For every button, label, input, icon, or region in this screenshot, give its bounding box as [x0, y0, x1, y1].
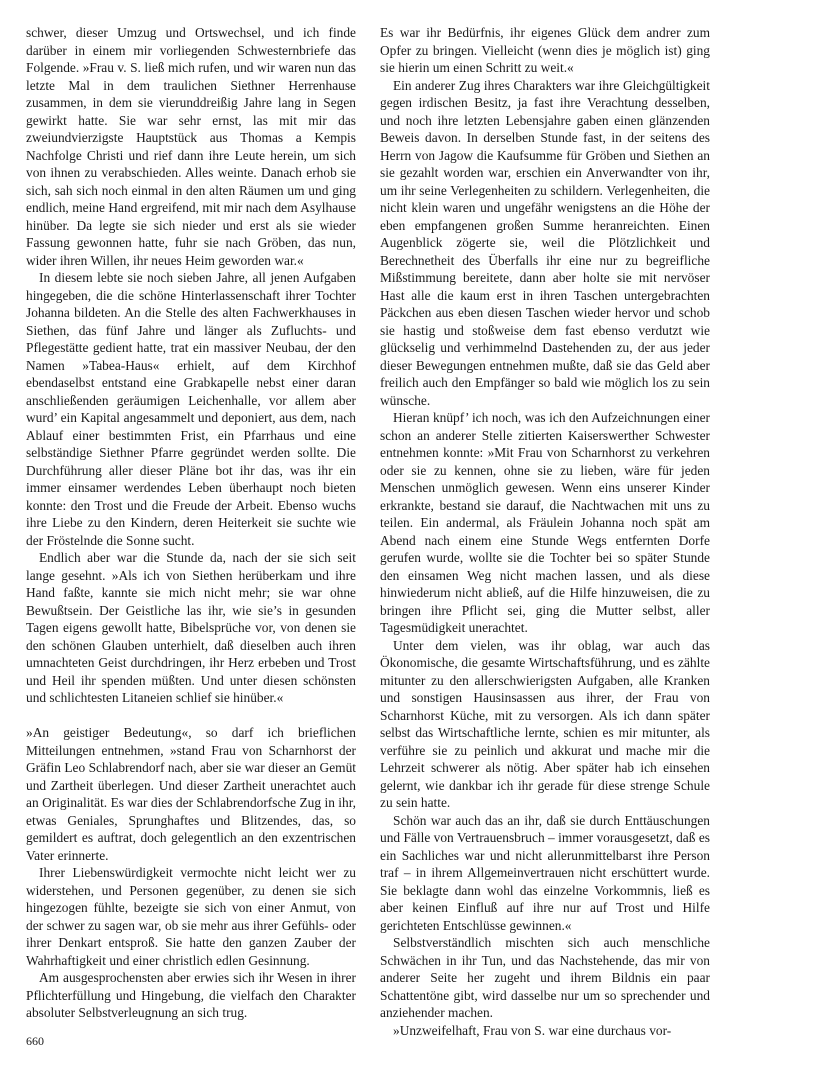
paragraph: Hieran knüpf’ ich noch, was ich den Aufzeichnungen einer schon an anderer Stelle zitierten Kaiserswerther Schwester entnehmen konnte: »Mit Frau von Scharnhorst zu verkehren oder sie zu kennen, ohne sie zu lieben, wäre für jeden Menschen unmöglich gewesen. Wenn eins unserer Kinder erkrankte, bestand sie darauf, die Nachtwachen mit uns zu teilen. Ein andermal, als Fräulein Johanna noch spät am Abend nach einem eine Stunde Wegs entfernten Dorfe gerufen wurde, wollte sie die Tochter bei so später Stunde den einsamen Weg nicht machen lassen, und als diese hinwiederum nicht abließ, auf die Hilfe hinzuweisen, die zu bringen ihre Pflicht sei, ging die Mutter selbst, aller Tagesmüdigkeit unerachtet.	[380, 410, 710, 635]
paragraph: Selbstverständlich mischten sich auch menschliche Schwächen in ihr Tun, und das Nachstehende, das mir von anderer Seite her zugeht und ihrem Bildnis ein paar Schattentöne gibt, wird dasselbe nur um so sprechender und anziehender machen.	[380, 935, 710, 1020]
paragraph: Unter dem vielen, was ihr oblag, war auch das Ökonomische, die gesamte Wirtschaftsführung, und es zählte mitunter zu den allerschwierigsten Aufgaben, alle Kranken und sonstigen Hausinsassen aus ihrer, der Frau von Scharnhorst Küche, mit zu versorgen. Als ich dann später selbst das Wirtschaftliche lernte, schien es mir mitunter, als verführe sie zu peinlich und akkurat und mache mir die Lehrzeit schwerer als nötig. Aber später hab ich einsehen gelernt, wie dankbar ich ihr gerade für diese strenge Schule zu sein hatte.	[380, 637, 710, 810]
page-number: 660	[26, 1034, 44, 1048]
paragraph: »Unzweifelhaft, Frau von S. war eine durchaus vor-	[393, 1022, 672, 1038]
paragraph: »An geistiger Bedeutung«, so darf ich brieflichen Mitteilungen entnehmen, »stand Frau von Scharnhorst der Gräfin Leo Schlabrendorf nach, aber sie war dieser an Gemüt und Zartheit überlegen. Und dieser Zartheit unerachtet auch an Originalität. Es war dies der Schlabrendorfsche Zug in ihr, etwas Geniales, Sprunghaftes und Blitzendes, das, so gemildert es auftrat, doch gelegentlich an den exzentrischen Vater erinnerte.	[26, 725, 356, 863]
right-column	[380, 24, 710, 1039]
paragraph: Am ausgesprochensten aber erwies sich ihr Wesen in ihrer Pflichterfüllung und Hingebung, die vielfach den Charakter absoluter Selbstverleugnung an sich trug.	[26, 970, 356, 1020]
left-column	[26, 24, 356, 1022]
paragraph: schwer, dieser Umzug und Ortswechsel, und ich finde darüber in einem mir vorliegenden Schwesternbriefe das Folgende. »Frau v. S. ließ mich rufen, und wir waren nun das letzte Mal in dem traulichen Siethner Herrenhause zusammen, in dem sie vierunddreißig Jahre lang in Segen gewirkt hatte. Sie war sehr ernst, las mit mir das zweiundvierzigste Hauptstück aus Thomas a Kempis Nachfolge Christi und rief dann ihre Leute herein, um sich von ihnen zu verabschieden. Alles weinte. Danach erhob sie sich, sah sich noch einmal in den alten Räumen um und ging endlich, meine Hand ergreifend, mit mir nach dem Asylhause hinüber. Da legte sie sich nieder und erst als sie wieder Fassung gewonnen hatte, fuhr sie nach Gröben, das nun, wider ihren Willen, ihr neues Heim geworden war.«	[26, 25, 356, 268]
paragraph: Es war ihr Bedürfnis, ihr eigenes Glück dem andrer zum Opfer zu bringen. Vielleicht (wenn dies je möglich ist) ging sie hierin um einen Schritt zu weit.«	[380, 25, 710, 75]
paragraph: In diesem lebte sie noch sieben Jahre, all jenen Aufgaben hingegeben, die die schöne Hinterlassenschaft ihrer Tochter Johanna bildeten. An die Stelle des alten Fachwerkhauses in Siethen, das fünf Jahre und länger als Zufluchts- und Pflegestätte gedient hatte, trat ein massiver Neubau, der den Namen »Tabea-Haus« erhielt, auf dem Kirchhof ebendaselbst entstand eine Grabkapelle nebst einer daran anschließenden geräumigen Leichenhalle, vor allem aber wurd’ ein Kapital angesammelt und deponiert, aus dem, nach Ablauf einer bestimmten Frist, ein Pfarrhaus und eine selbständige Siethner Pfarre gegründet werden sollte. Die Durchführung aller dieser Pläne bot ihr das, was ihr ein immer einsamer werdendes Leben überhaupt noch bieten konnte: den Trost und die Freude der Arbeit. Ebenso wuchs ihre Liebe zu den Kindern, deren Heiterkeit sie suchte wie der Fröstelnde die Sonne sucht.	[26, 270, 356, 548]
paragraph: Endlich aber war die Stunde da, nach der sie sich seit lange gesehnt. »Als ich von Siethen herüberkam und ihre Hand faßte, kannte sie mich nicht mehr; sie war ohne Bewußtsein. Der Geistliche las ihr, wie sie’s in gesunden Tagen eigens gewollt hatte, Bibelsprüche vor, von denen sie den schönen Glauben unterhielt, daß dieselben auch ihren umnachteten Geist durchdringen, ihr Herz erbeben und Trost und Heil ihr spenden müßten. Und unter diesen schönsten und schlichtesten Litaneien schlief sie hinüber.«	[26, 550, 356, 705]
paragraph: Schön war auch das an ihr, daß sie durch Enttäuschungen und Fälle von Vertrauensbruch – immer vorausgesetzt, daß es ein Sachliches war und nicht allerunmittelbarst ihre Person traf – in ihrem Allgemeinvertrauen nicht erschüttert wurde. Sie beklagte dann wohl das einzelne Vorkommnis, ließ es aber keinen Einfluß auf ihre nur auf Trost und Hilfe gerichteten Entschlüsse gewinnen.«	[380, 812, 710, 933]
book-page	[26, 24, 710, 1044]
paragraph: Ein anderer Zug ihres Charakters war ihre Gleichgültigkeit gegen irdischen Besitz, ja fast ihre Verachtung desselben, und noch ihre letzten Lebensjahre gaben einen glänzenden Beweis davon. In derselben Stunde fast, in der seitens des Herrn von Jagow die Kaufsumme für Gröben und Siethen an sie gezahlt worden war, erschien ein Anverwandter von ihr, um ihr seine Verlegenheiten zu schildern. Verlegenheiten, die nicht klein waren und ungefähr wenigstens an die Höhe der eben empfangenen großen Summe heranreichten. Einen Augenblick zögerte sie, weil die Plötzlichkeit und Berechnetheit des Überfalls ihr eine nur zu begreifliche Mißstimmung bereitete, dann aber holte sie mit nervöser Hast alle die kaum erst in ihren Taschen untergebrachten Päckchen aus eben diesen Taschen wieder hervor und schob sie hastig und stoßweise dem fast ebenso verdutzt wie glückselig und verhimmelnd Dastehenden zu, der aus jeder dieser Bewegungen entnehmen mußte, daß sie das Geld aber freilich auch den Empfänger so bald wie möglich los zu sein wünsche.	[380, 77, 710, 408]
paragraph: Ihrer Liebenswürdigkeit vermochte nicht leicht wer zu widerstehen, und Personen gegenüber, zu denen sie sich hingezogen fühlte, bezeigte sie sich von einer Anmut, von der schwer zu sagen war, ob sie mehr aus ihrer Gefühls- oder ihrer Denkart entsproß. Sie hatte den ganzen Zauber der Wahrhaftigkeit und einer christlich edlen Gesinnung.	[26, 865, 356, 968]
